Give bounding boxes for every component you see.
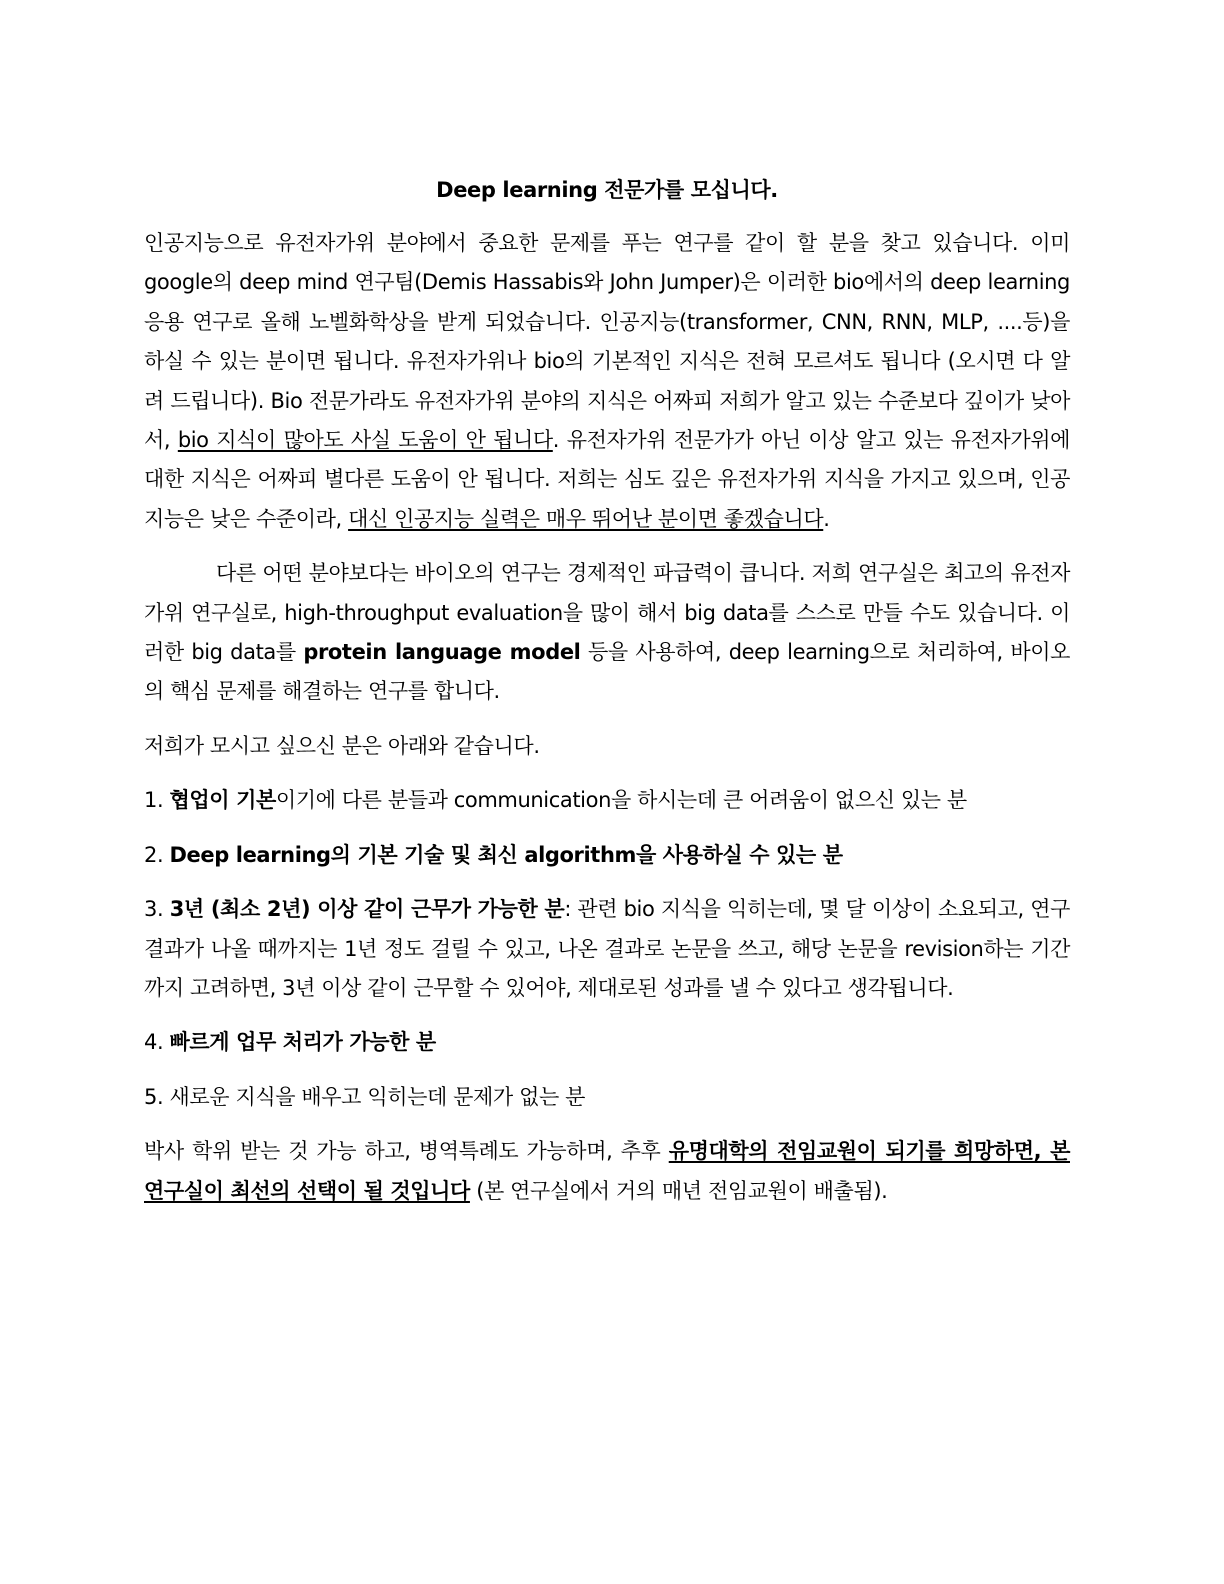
- requirement-item-5: [144, 1078, 1070, 1117]
- item-bold-text: 협업이 기본: [169, 788, 276, 813]
- item-bold-text: 빠르게 업무 처리가 가능한 분: [169, 1030, 436, 1055]
- item-number: 2.: [144, 842, 170, 867]
- requirement-item-4: [144, 1023, 1070, 1062]
- document-title: Deep learning 전문가를 모십니다.: [436, 178, 778, 202]
- underlined-text: bio 지식이 많아도 사실 도움이 안 됩니다: [177, 428, 553, 453]
- item-bold-text: 3년 (최소 2년) 이상 같이 근무가 가능한 분: [169, 897, 565, 922]
- item-text: 새로운 지식을 배우고 익히는데 문제가 없는 분: [169, 1084, 585, 1109]
- item-number: 1.: [144, 788, 170, 813]
- text-segment: 등을 사용하여, deep learning으로 처리하여, 바이오의 핵심 문제를 해결하는 연구를 합니다.: [144, 640, 1070, 704]
- requirement-item-3: [144, 890, 1070, 1008]
- requirement-item-2: [144, 836, 1070, 875]
- text-segment: 박사 학위 받는 것 가능 하고, 병역특례도 가능하며, 추후: [144, 1139, 669, 1164]
- underlined-text: 대신 인공지능 실력은 매우 뛰어난 분이면 좋겠습니다: [348, 506, 824, 531]
- paragraph-intro-ai: [144, 224, 1070, 539]
- item-number: 4.: [144, 1030, 170, 1055]
- bold-underlined-text: 유명대학의 전임교원이 되기를 희망하면, 본 연구실이 최선의 선택이 될 것입니다: [144, 1139, 1070, 1203]
- paragraph-lab-research: [144, 554, 1070, 712]
- text-segment: (본 연구실에서 거의 매년 전임교원이 배출됨).: [469, 1178, 888, 1203]
- text-segment: 인공지능으로 유전자가위 분야에서 중요한 문제를 푸는 연구를 같이 할 분을 찾고 있습니다. 이미 google의 deep mind 연구팀(Demis Hassabis와 John Jumper)은 이러한 bio에서의 deep learning 응용 연구로 올해 노벨화학상을 받게 되었습니다. 인공지능(transformer, CNN, RNN, MLP, ....등)을 하실 수 있는 분이면 됩니다. 유전자가위나 bio의 기본적인 지식은 전혀 모르셔도 됩니다 (오시면 다 알려 드립니다). Bio 전문가라도 유전자가위 분야의 지식은 어짜피 저희가 알고 있는 수준보다 깊이가 낮아서,: [144, 231, 1070, 453]
- text-segment: 다른 어떤 분야보다는 바이오의 연구는 경제적인 파급력이 큽니다. 저희 연구실은 최고의 유전자가위 연구실로, high-throughput evaluation을 많이 해서 big data를 스스로 만들 수도 있습니다. 이러한 big data를: [144, 561, 1070, 665]
- text-segment: .: [823, 506, 830, 531]
- requirement-item-1: [144, 781, 1070, 820]
- document-page: [144, 170, 1070, 1226]
- requirements-intro: 저희가 모시고 싶으신 분은 아래와 같습니다.: [144, 733, 540, 758]
- item-text: : 관련 bio 지식을 익히는데, 몇 달 이상이 소요되고, 연구 결과가 나올 때까지는 1년 정도 걸릴 수 있고, 나온 결과로 논문을 쓰고, 해당 논문을 revision하는 기간까지 고려하면, 3년 이상 같이 근무할 수 있어야, 제대로된 성과를 낼 수 있다고 생각됩니다.: [144, 897, 1070, 1000]
- paragraph-closing: [144, 1132, 1070, 1211]
- item-text: 이기에 다른 분들과 communication을 하시는데 큰 어려움이 없으신 있는 분: [275, 788, 967, 813]
- bold-text: protein language model: [303, 640, 581, 665]
- text-segment: . 유전자가위 전문가가 아닌 이상 알고 있는 유전자가위에 대한 지식은 어짜피 별다른 도움이 안 됩니다. 저희는 심도 깊은 유전자가위 지식을 가지고 있으며, 인공지능은 낮은 수준이라,: [144, 428, 1070, 531]
- item-number: 3.: [144, 897, 170, 922]
- item-bold-text: Deep learning의 기본 기술 및 최신 algorithm을 사용하실 수 있는 분: [169, 842, 843, 867]
- item-number: 5.: [144, 1084, 170, 1109]
